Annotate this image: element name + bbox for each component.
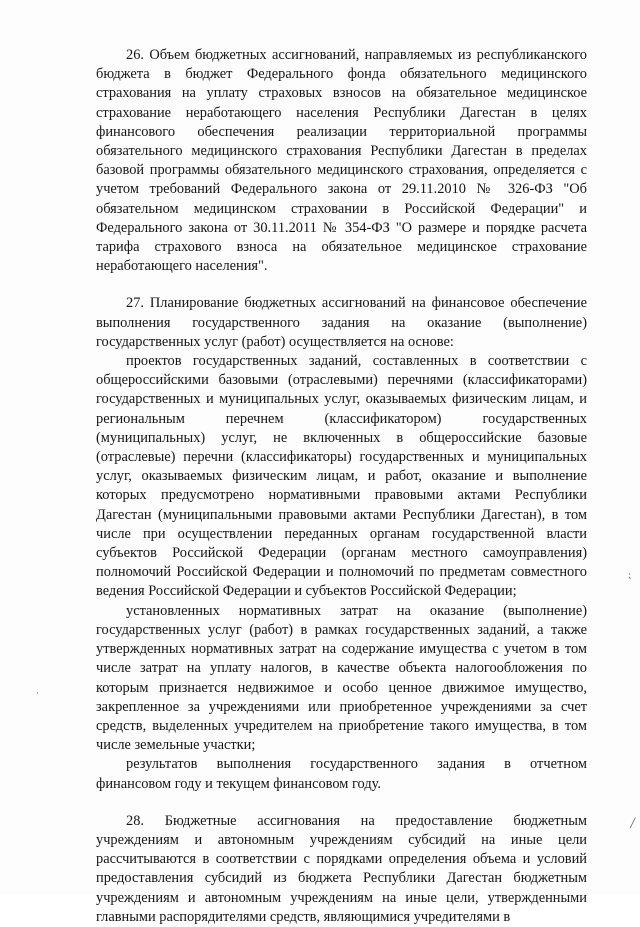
paragraph-27-item-1: проектов государственных заданий, составленных в соответствии с общероссийскими базовыми (отраслевыми) перечнями (классификаторами) государственных и муниципальных услуг, оказываемых физическим лицам, и региональным перечнем (классификатором) государственных (муниципальных) услуг, не включенных в общероссийские базовые (отраслевые) перечни (классификаторы) государственных и муниципальных услуг, оказываемых физическим лицам, и работ, оказание и выполнение которых предусмотрено нормативными правовыми актами Республики Дагестан (муниципальными правовыми актами Республики Дагестан), в том числе при осуществлении переданных органам государственной власти субъектов Российской Федерации (органам местного самоуправления) полномочий Российской Федерации и полномочий по предметам совместного ведения Российской Федерации и субъектов Российской Федерации; xyxy=(96,353,587,600)
scan-speck: · xyxy=(36,689,39,699)
paragraph-26: 26. Объем бюджетных ассигнований, направляемых из республиканского бюджета в бюджет Федерального фонда обязательного медицинского страхования на уплату страховых взносов на обязательное медицинское страхование неработающего населения Республики Дагестан в целях финансового обеспечения реализации территориальной программы обязательного медицинского страхования Республики Дагестан в пределах базовой программы обязательного медицинского страхования, определяется с учетом требований Федерального закона от 29.11.2010 № 326-ФЗ "Об обязательном медицинском страховании в Российской Федерации" и Федерального закона от 30.11.2011 № 354-ФЗ "О размере и порядке расчета тарифа страхового взноса на обязательное медицинское страхование неработающего населения". xyxy=(96,47,587,275)
paragraph-27-item-3: результатов выполнения государственного задания в отчетном финансовом году и текущем финансовом году. xyxy=(96,756,587,792)
document-body xyxy=(96,46,587,927)
paragraph-27-item-2: установленных нормативных затрат на оказание (выполнение) государственных услуг (работ) в рамках государственных заданий, а также утвержденных нормативных затрат на содержание имущества с учетом в том числе затрат на уплату налогов, в качестве объекта налогообложения по которым признается недвижимое и особо ценное движимое имущество, закрепленное за учреждениями или приобретенное учреждениями за счет средств, выделенных учредителем на приобретение такого имущества, в том числе земельные участки; xyxy=(96,602,587,754)
paragraph-27: 27. Планирование бюджетных ассигнований на финансовое обеспечение выполнения государственного задания на оказание (выполнение) государственных услуг (работ) осуществляется на основе: xyxy=(96,295,587,350)
scan-speck: ╱ xyxy=(630,819,636,829)
scan-speck: ⁏ xyxy=(628,571,632,581)
paragraph-28: 28. Бюджетные ассигнования на предоставление бюджетным учреждениям и автономным учреждениям субсидий на иные цели рассчитываются в соответствии с порядками определения объема и условий предоставления субсидий из бюджета Республики Дагестан бюджетным учреждениям и автономным учреждениям на иные цели, утвержденными главными распорядителями средств, являющимися учредителями в xyxy=(96,812,587,925)
